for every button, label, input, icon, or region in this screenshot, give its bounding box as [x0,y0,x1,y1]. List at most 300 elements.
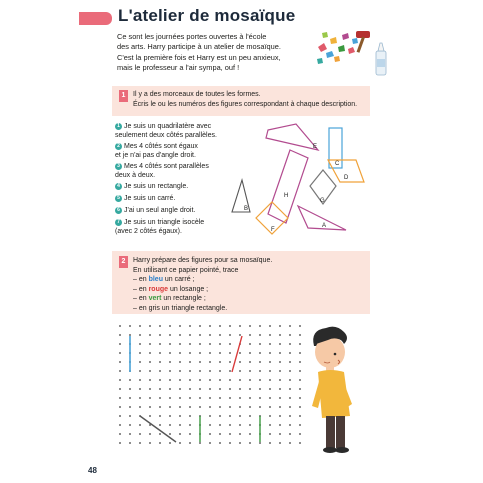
grid-dot[interactable] [129,406,131,408]
grid-dot[interactable] [239,424,241,426]
grid-dot[interactable] [179,379,181,381]
grid-dot[interactable] [139,406,141,408]
grid-dot[interactable] [239,433,241,435]
grid-dot[interactable] [139,379,141,381]
grid-dot[interactable] [229,424,231,426]
grid-dot[interactable] [239,334,241,336]
shape-label-d: D [344,175,349,181]
grid-dot[interactable] [279,406,281,408]
instruction-item [133,275,365,285]
grid-dot[interactable] [259,361,261,363]
grid-dot[interactable] [189,379,191,381]
page-number: 48 [88,466,97,475]
grid-dot[interactable] [209,424,211,426]
grid-dot[interactable] [169,424,171,426]
grid-dot[interactable] [279,424,281,426]
grid-dot[interactable] [269,334,271,336]
instruction-item [133,304,365,314]
grid-dot[interactable] [209,361,211,363]
grid-dot[interactable] [209,352,211,354]
grid-dot[interactable] [259,370,261,372]
statement-text: Mes 4 côtés sont égaux [124,143,198,150]
instruction-line: Écris le ou les numéros des figures correspondant à chaque description. [133,100,358,108]
grid-dot[interactable] [209,370,211,372]
grid-dot[interactable] [219,442,221,444]
grid-dot[interactable] [159,388,161,390]
grid-dot[interactable] [279,325,281,327]
instruction-item [133,294,365,304]
grid-dot[interactable] [149,343,151,345]
grid-dot[interactable] [139,352,141,354]
grid-dot[interactable] [119,442,121,444]
grid-dot[interactable] [169,352,171,354]
grid-dot[interactable] [159,334,161,336]
grid-dot[interactable] [149,370,151,372]
grid-dot[interactable] [149,352,151,354]
grid-dot[interactable] [249,424,251,426]
grid-dot[interactable] [219,325,221,327]
instruction-line: Harry prépare des figures pour sa mosaïque. [133,257,273,264]
grid-dot[interactable] [229,334,231,336]
grid-dot[interactable] [139,325,141,327]
grid-dot[interactable] [249,325,251,327]
grey-segment [140,416,176,442]
red-segment [232,336,242,372]
statement-text: Je suis un triangle isocèle [124,219,205,226]
grid-dot[interactable] [289,406,291,408]
grid-dot[interactable] [249,361,251,363]
grid-dot[interactable] [229,379,231,381]
grid-dot[interactable] [169,442,171,444]
grid-dot[interactable] [179,361,181,363]
grid-dot[interactable] [249,415,251,417]
grid-dot[interactable] [139,424,141,426]
grid-dot[interactable] [229,388,231,390]
grid-dot[interactable] [129,379,131,381]
grid-dot[interactable] [159,352,161,354]
grid-dot[interactable] [289,397,291,399]
grid-dot[interactable] [289,352,291,354]
statement-number: 6 [115,207,122,214]
item-prefix: – en [133,285,149,293]
grid-dot[interactable] [219,433,221,435]
grid-dot[interactable] [209,442,211,444]
grid-dot[interactable] [139,388,141,390]
grid-dot[interactable] [259,352,261,354]
grid-dot[interactable] [209,415,211,417]
grid-dot[interactable] [269,325,271,327]
grid-dot[interactable] [229,361,231,363]
grid-dot[interactable] [279,415,281,417]
grid-dot[interactable] [269,361,271,363]
grid-dot[interactable] [229,397,231,399]
grid-dot[interactable] [229,370,231,372]
title-accent-tab [79,12,112,25]
intro-line: des arts. Harry participe à un atelier de mosaïque. [117,42,281,52]
grid-dot[interactable] [289,388,291,390]
grid-dot[interactable] [119,424,121,426]
grid-dot[interactable] [139,334,141,336]
grid-dot[interactable] [219,388,221,390]
statement-text: Je suis un carré. [124,195,176,202]
grid-dot[interactable] [119,415,121,417]
grid-dot[interactable] [239,397,241,399]
grid-dot[interactable] [129,415,131,417]
grid-dot[interactable] [119,325,121,327]
grid-dot[interactable] [289,442,291,444]
grid-dot[interactable] [239,442,241,444]
harry-character-illustration [300,324,370,458]
grid-dot[interactable] [249,442,251,444]
grid-dot[interactable] [259,343,261,345]
grid-dot[interactable] [169,379,171,381]
grid-dot[interactable] [169,415,171,417]
hammer-illustration [356,31,370,53]
grid-dot[interactable] [249,343,251,345]
grid-dot[interactable] [239,361,241,363]
grid-dot[interactable] [189,442,191,444]
grid-dot[interactable] [189,415,191,417]
grid-dot[interactable] [149,442,151,444]
grid-dot[interactable] [249,433,251,435]
grid-dot[interactable] [169,325,171,327]
grid-dot[interactable] [289,334,291,336]
grid-dot[interactable] [189,334,191,336]
grid-dot[interactable] [189,361,191,363]
grid-dot[interactable] [179,442,181,444]
grid-dot[interactable] [229,406,231,408]
grid-dot[interactable] [149,415,151,417]
grid-dot[interactable] [219,370,221,372]
grid-dot[interactable] [179,343,181,345]
grid-dot[interactable] [119,406,121,408]
statement-text: (avec 2 côtés égaux). [115,228,182,235]
grid-dot[interactable] [169,334,171,336]
grid-dot[interactable] [199,343,201,345]
grid-dot[interactable] [169,388,171,390]
grid-dot[interactable] [169,370,171,372]
grid-dot[interactable] [279,442,281,444]
grid-dot[interactable] [269,442,271,444]
shape-label-b: B [244,206,249,212]
grid-dot[interactable] [289,325,291,327]
grid-dot[interactable] [179,352,181,354]
grid-dot[interactable] [189,424,191,426]
grid-dot[interactable] [119,361,121,363]
grid-dot[interactable] [159,424,161,426]
grid-dot[interactable] [209,334,211,336]
statement-text: Je suis un quadrilatère avec [124,123,212,130]
grid-dot[interactable] [169,343,171,345]
grid-dot[interactable] [209,379,211,381]
grid-dot[interactable] [269,433,271,435]
shape-label-h: H [284,193,289,199]
grid-dot[interactable] [239,379,241,381]
grid-dot[interactable] [259,406,261,408]
grid-dot[interactable] [199,442,201,444]
grid-dot[interactable] [219,406,221,408]
grid-dot[interactable] [149,379,151,381]
grid-dot[interactable] [179,424,181,426]
instruction-item [133,285,365,295]
grid-dot[interactable] [159,442,161,444]
grid-dot[interactable] [229,325,231,327]
grid-dot[interactable] [199,388,201,390]
grid-dot[interactable] [289,343,291,345]
statement-text: seulement deux côtés parallèles. [115,132,217,139]
grid-dot[interactable] [249,406,251,408]
grid-dot[interactable] [249,352,251,354]
grid-dot[interactable] [289,370,291,372]
grid-dot[interactable] [279,370,281,372]
grid-dot[interactable] [199,397,201,399]
grid-dot[interactable] [129,442,131,444]
grid-dot[interactable] [129,325,131,327]
grid-dot[interactable] [139,397,141,399]
grid-dot[interactable] [199,361,201,363]
grid-dot[interactable] [179,370,181,372]
shape-label-f: F [271,227,275,233]
grid-dot[interactable] [289,415,291,417]
grid-dot[interactable] [249,334,251,336]
grid-dot[interactable] [249,379,251,381]
grid-dot[interactable] [209,406,211,408]
grid-dot[interactable] [279,334,281,336]
grid-dot[interactable] [149,388,151,390]
grid-dot[interactable] [279,397,281,399]
grid-dot[interactable] [209,388,211,390]
statement-number: 2 [115,143,122,150]
page-title: L'atelier de mosaïque [118,6,296,25]
grid-dot[interactable] [119,343,121,345]
grid-dot[interactable] [169,361,171,363]
item-prefix: – en gris un triangle rectangle. [133,304,228,312]
exercise-1-number: 1 [119,90,128,102]
dot-paper-grid[interactable] [112,318,308,450]
grid-dot[interactable] [259,397,261,399]
grid-dot[interactable] [219,352,221,354]
grid-dot[interactable] [139,433,141,435]
grid-dot[interactable] [179,325,181,327]
grid-dot[interactable] [189,352,191,354]
grid-dot[interactable] [289,361,291,363]
grid-dot[interactable] [279,433,281,435]
grid-dot[interactable] [149,397,151,399]
grid-dot[interactable] [159,343,161,345]
grid-dot[interactable] [189,388,191,390]
grid-dot[interactable] [259,379,261,381]
grid-dot[interactable] [209,343,211,345]
exercise-1-instructions [133,90,365,109]
grid-dot[interactable] [289,424,291,426]
grid-dot[interactable] [129,397,131,399]
grid-dot[interactable] [189,370,191,372]
grid-dot[interactable] [269,352,271,354]
grid-dot[interactable] [179,415,181,417]
grid-dot[interactable] [179,388,181,390]
grid-dot[interactable] [149,334,151,336]
grid-dot[interactable] [279,388,281,390]
grid-dot[interactable] [269,406,271,408]
grid-dot[interactable] [189,433,191,435]
grid-dot[interactable] [239,352,241,354]
statement-text: deux à deux. [115,172,156,179]
grid-dot[interactable] [159,415,161,417]
grid-dot[interactable] [169,397,171,399]
grid-dot[interactable] [269,415,271,417]
grid-dot[interactable] [129,388,131,390]
grid-dot[interactable] [229,442,231,444]
exercise-2-instructions [133,256,365,314]
grid-dot[interactable] [239,388,241,390]
grid-dot[interactable] [149,433,151,435]
grid-dot[interactable] [219,343,221,345]
grid-dot[interactable] [249,397,251,399]
glue-bottle-illustration [376,43,386,75]
grid-dot[interactable] [279,361,281,363]
grid-dot[interactable] [269,397,271,399]
grid-dot[interactable] [269,379,271,381]
grid-dot[interactable] [259,325,261,327]
color-word-green: vert [148,295,162,303]
grid-dot[interactable] [159,370,161,372]
grid-dot[interactable] [289,379,291,381]
grid-dot[interactable] [119,388,121,390]
exercise-2-number: 2 [119,256,128,268]
shape-e [266,124,318,150]
shape-h [268,150,308,223]
grid-dot[interactable] [229,352,231,354]
grid-dot[interactable] [129,433,131,435]
grid-dot[interactable] [199,379,201,381]
grid-dot[interactable] [159,397,161,399]
grid-dot[interactable] [159,406,161,408]
intro-text [117,32,312,73]
grid-dot[interactable] [279,352,281,354]
instruction-line: Il y a des morceaux de toutes les formes. [133,91,261,98]
grid-dot[interactable] [119,379,121,381]
shape-label-a: A [322,223,327,229]
grid-dot[interactable] [189,406,191,408]
grid-dot[interactable] [189,325,191,327]
grid-dot[interactable] [219,397,221,399]
color-word-blue: bleu [148,276,163,284]
grid-dot[interactable] [119,352,121,354]
grid-dot[interactable] [219,334,221,336]
grid-dot[interactable] [189,343,191,345]
shape-label-g: G [320,198,325,204]
grid-dot[interactable] [199,325,201,327]
grid-dot[interactable] [179,397,181,399]
grid-dot[interactable] [149,325,151,327]
grid-dot[interactable] [259,334,261,336]
grid-dot[interactable] [259,388,261,390]
grid-dot[interactable] [119,397,121,399]
grid-dot[interactable] [169,433,171,435]
grid-dot[interactable] [199,406,201,408]
color-word-red: rouge [148,285,169,293]
grid-dot[interactable] [179,406,181,408]
item-prefix: – en [133,295,149,303]
grid-dot[interactable] [219,415,221,417]
grid-dot[interactable] [209,433,211,435]
grid-dot[interactable] [199,334,201,336]
grid-dot[interactable] [269,388,271,390]
grid-dot[interactable] [239,325,241,327]
grid-dot[interactable] [199,352,201,354]
grid-dot[interactable] [279,379,281,381]
grid-dot[interactable] [249,388,251,390]
grid-dot[interactable] [249,370,251,372]
item-prefix: – en [133,276,149,284]
shape-label-c: C [335,161,340,167]
grid-dot[interactable] [279,343,281,345]
grid-dot[interactable] [139,442,141,444]
item-suffix: un losange ; [168,285,209,293]
grid-dot[interactable] [179,334,181,336]
grid-dot[interactable] [129,334,131,336]
grid-dot[interactable] [259,442,261,444]
statement-number: 7 [115,219,122,226]
grid-dot[interactable] [179,433,181,435]
grid-dot[interactable] [209,325,211,327]
grid-dot[interactable] [269,424,271,426]
item-suffix: un rectangle ; [161,295,206,303]
instruction-line: En utilisant ce papier pointé, trace [133,266,239,274]
statement-text: Mes 4 côtés sont parallèles [124,163,209,170]
grid-dot[interactable] [119,370,121,372]
grid-dot[interactable] [159,433,161,435]
statement-number: 4 [115,183,122,190]
grid-dot[interactable] [239,370,241,372]
grid-dot[interactable] [239,415,241,417]
grid-dot[interactable] [159,325,161,327]
grid-dot[interactable] [139,361,141,363]
grid-dot[interactable] [219,424,221,426]
grid-dot[interactable] [229,415,231,417]
mosaic-tiles-illustration [312,25,392,85]
grid-dot[interactable] [169,406,171,408]
intro-line: mais le professeur a l'air sympa, ouf ! [117,62,240,72]
statement-number: 1 [115,123,122,130]
grid-dot[interactable] [239,406,241,408]
grid-dot[interactable] [189,397,191,399]
grid-dot[interactable] [139,370,141,372]
grid-dot[interactable] [159,379,161,381]
grid-dot[interactable] [149,406,151,408]
grid-dot[interactable] [119,334,121,336]
statement-text: Je suis un rectangle. [124,183,189,190]
grid-dot[interactable] [139,343,141,345]
grid-dot[interactable] [209,397,211,399]
grid-dot[interactable] [199,370,201,372]
grid-dot[interactable] [219,361,221,363]
grid-dot[interactable] [269,343,271,345]
grid-dot[interactable] [119,433,121,435]
grid-dot[interactable] [269,370,271,372]
statement-number: 5 [115,195,122,202]
intro-line: C'est la première fois et Harry est un peu anxieux, [117,52,281,62]
grid-dot[interactable] [159,361,161,363]
intro-line: Ce sont les journées portes ouvertes à l'école [117,32,267,41]
grid-dot[interactable] [219,379,221,381]
grid-dot[interactable] [149,361,151,363]
grid-dot[interactable] [229,433,231,435]
shape-label-e: E [313,144,318,150]
grid-dot[interactable] [129,424,131,426]
grid-dot[interactable] [229,343,231,345]
grid-dot[interactable] [289,433,291,435]
